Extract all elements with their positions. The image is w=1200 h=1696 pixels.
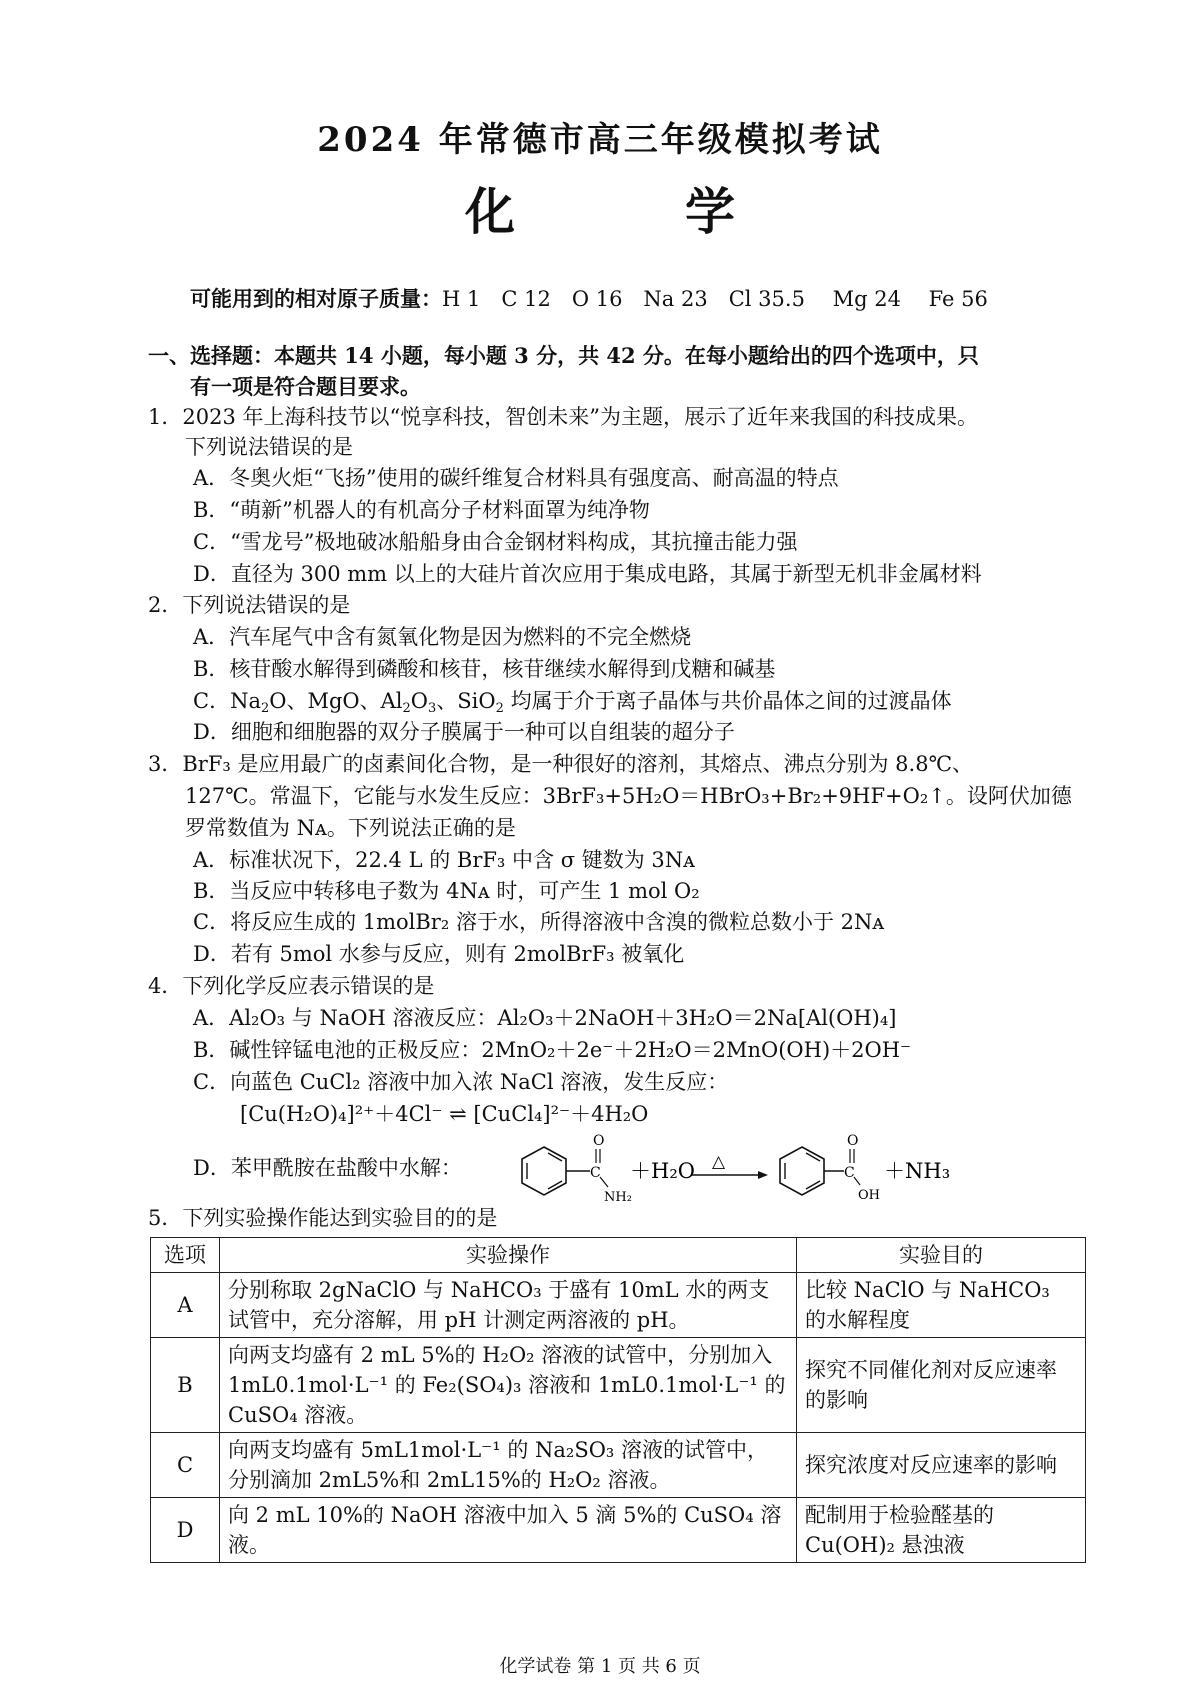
experiment-table bbox=[150, 1237, 1086, 1563]
table-row bbox=[151, 1338, 1086, 1433]
carbon-label-2: C bbox=[844, 1165, 855, 1181]
q1-option-c: C．“雪龙号”极地破冰船船身由合金钢材料构成，其抗撞击能力强 bbox=[193, 530, 798, 554]
row-option: A bbox=[151, 1273, 220, 1338]
q1-option-b: B．“萌新”机器人的有机高分子材料面罩为纯净物 bbox=[193, 498, 650, 522]
header-option: 选项 bbox=[151, 1238, 220, 1273]
q3-stem-line3: 罗常数值为 Nᴀ。下列说法正确的是 bbox=[185, 816, 516, 840]
table-row bbox=[151, 1433, 1086, 1498]
table-header-row bbox=[151, 1238, 1086, 1273]
page-footer: 化学试卷 第 1 页 共 6 页 bbox=[499, 1656, 701, 1677]
header-operation: 实验操作 bbox=[220, 1238, 797, 1273]
q4-stem: 4．下列化学反应表示错误的是 bbox=[148, 974, 435, 998]
q3-option-c: C．将反应生成的 1molBr₂ 溶于水，所得溶液中含溴的微粒总数小于 2Nᴀ bbox=[193, 910, 885, 934]
q2-c-text-2: O、MgO、Al bbox=[269, 689, 403, 713]
nh2-label: NH₂ bbox=[604, 1190, 632, 1205]
q3-stem-line1: 3．BrF₃ 是应用最广的卤素间化合物，是一种很好的溶剂，其熔点、沸点分别为 8.8℃、 bbox=[148, 752, 974, 776]
q4-option-b: B．碱性锌锰电池的正极反应：2MnO₂＋2e⁻＋2H₂O＝2MnO(OH)＋2OH⁻ bbox=[193, 1038, 912, 1062]
plus-ammonia: ＋NH₃ bbox=[884, 1159, 951, 1183]
row-option: C bbox=[151, 1433, 220, 1498]
row-operation: 分别称取 2gNaClO 与 NaHCO₃ 于盛有 10mL 水的两支试管中，充分溶解，用 pH 计测定两溶液的 pH。 bbox=[220, 1273, 797, 1338]
row-purpose: 比较 NaClO 与 NaHCO₃ 的水解程度 bbox=[797, 1273, 1086, 1338]
table-row bbox=[151, 1498, 1086, 1563]
row-purpose: 探究不同催化剂对反应速率的影响 bbox=[797, 1338, 1086, 1433]
oxygen-label-1: O bbox=[593, 1133, 605, 1149]
oh-label: OH bbox=[858, 1188, 880, 1203]
row-option: B bbox=[151, 1338, 220, 1433]
q2-option-a: A．汽车尾气中含有氮氧化物是因为燃料的不完全燃烧 bbox=[193, 625, 692, 649]
section-heading-line2: 有一项是符合题目要求。 bbox=[190, 374, 421, 399]
carbon-label-1: C bbox=[590, 1165, 601, 1181]
row-purpose: 配制用于检验醛基的 Cu(OH)₂ 悬浊液 bbox=[797, 1498, 1086, 1563]
atomic-masses bbox=[190, 283, 988, 313]
row-purpose: 探究浓度对反应速率的影响 bbox=[797, 1433, 1086, 1498]
q2-option-b: B．核苷酸水解得到磷酸和核苷，核苷继续水解得到戊糖和碱基 bbox=[193, 657, 776, 681]
table-row bbox=[151, 1273, 1086, 1338]
q2-option-d: D．细胞和细胞器的双分子膜属于一种可以自组装的超分子 bbox=[193, 720, 735, 744]
benzene-ring-1 bbox=[522, 1147, 566, 1195]
q2-c-text-3: O bbox=[410, 689, 429, 713]
atomic-masses-label: 可能用到的相对原子质量： bbox=[190, 286, 442, 311]
q1-option-a: A．冬奥火炬“飞扬”使用的碳纤维复合材料具有强度高、耐高温的特点 bbox=[193, 466, 839, 490]
row-operation: 向 2 mL 10%的 NaOH 溶液中加入 5 滴 5%的 CuSO₄ 溶液。 bbox=[220, 1498, 797, 1563]
atomic-masses-values: H 1 C 12 O 16 Na 23 Cl 35.5 Mg 24 Fe 56 bbox=[442, 287, 988, 311]
q2-stem: 2．下列说法错误的是 bbox=[148, 593, 351, 617]
plus-water: ＋H₂O bbox=[630, 1159, 695, 1183]
row-option: D bbox=[151, 1498, 220, 1563]
q3-option-b: B．当反应中转移电子数为 4Nᴀ 时，可产生 1 mol O₂ bbox=[193, 879, 700, 903]
benzamide-hydrolysis-equation bbox=[500, 1125, 980, 1205]
q1-stem-line1: 1．2023 年上海科技节以“悦享科技，智创未来”为主题，展示了近年来我国的科技成果。 bbox=[148, 405, 978, 429]
oxygen-label-2: O bbox=[847, 1133, 859, 1149]
q4-option-a: A．Al₂O₃ 与 NaOH 溶液反应：Al₂O₃＋2NaOH＋3H₂O＝2Na[Al(OH)₄] bbox=[193, 1006, 897, 1030]
q3-stem-line2: 127℃。常温下，它能与水发生反应：3BrF₃+5H₂O＝HBrO₃+Br₂+9HF+O₂↑。设阿伏加德 bbox=[185, 784, 1072, 808]
q4-option-c-line1: C．向蓝色 CuCl₂ 溶液中加入浓 NaCl 溶液，发生反应： bbox=[193, 1070, 729, 1094]
exam-title: 2024 年常德市高三年级模拟考试 bbox=[317, 120, 883, 160]
q2-c-text-1: C．Na bbox=[193, 689, 261, 713]
q1-option-d: D．直径为 300 mm 以上的大硅片首次应用于集成电路，其属于新型无机非金属材料 bbox=[193, 562, 982, 586]
q3-option-a: A．标准状况下，22.4 L 的 BrF₃ 中含 σ 键数为 3Nᴀ bbox=[193, 848, 695, 872]
heat-symbol: △ bbox=[712, 1152, 726, 1172]
q1-stem-line2: 下列说法错误的是 bbox=[185, 435, 353, 459]
q2-c-text-4: 、SiO bbox=[436, 689, 496, 713]
q3-option-d: D．若有 5mol 水参与反应，则有 2molBrF₃ 被氧化 bbox=[193, 942, 685, 966]
q2-option-c: C．$Na_2O$、MgO、$Al_2O_3$、SiO$_2$ 均属于介于离子晶体与共价晶体之间的过渡晶体 bbox=[193, 689, 952, 716]
row-operation: 向两支均盛有 2 mL 5%的 H₂O₂ 溶液的试管中，分别加入 1mL0.1mol·L⁻¹ 的 Fe₂(SO₄)₃ 溶液和 1mL0.1mol·L⁻¹ 的 CuSO₄ 溶液。 bbox=[220, 1338, 797, 1433]
q2-c-text-5: 均属于介于离子晶体与共价晶体之间的过渡晶体 bbox=[510, 689, 952, 713]
q5-stem: 5．下列实验操作能达到实验目的的是 bbox=[148, 1206, 498, 1230]
q4-option-c-equation: [Cu(H₂O)₄]²⁺＋4Cl⁻ ⇌ [CuCl₄]²⁻＋4H₂O bbox=[240, 1102, 649, 1126]
subject-title: 化 学 bbox=[465, 182, 795, 241]
row-operation: 向两支均盛有 5mL1mol·L⁻¹ 的 Na₂SO₃ 溶液的试管中，分别滴加 2mL5%和 2mL15%的 H₂O₂ 溶液。 bbox=[220, 1433, 797, 1498]
section-heading-line1: 一、选择题：本题共 14 小题，每小题 3 分，共 42 分。在每小题给出的四个选项中，只 bbox=[148, 343, 979, 368]
q4-option-d-label: D．苯甲酰胺在盐酸中水解： bbox=[193, 1156, 462, 1180]
benzene-ring-2 bbox=[780, 1147, 824, 1195]
header-purpose: 实验目的 bbox=[797, 1238, 1086, 1273]
